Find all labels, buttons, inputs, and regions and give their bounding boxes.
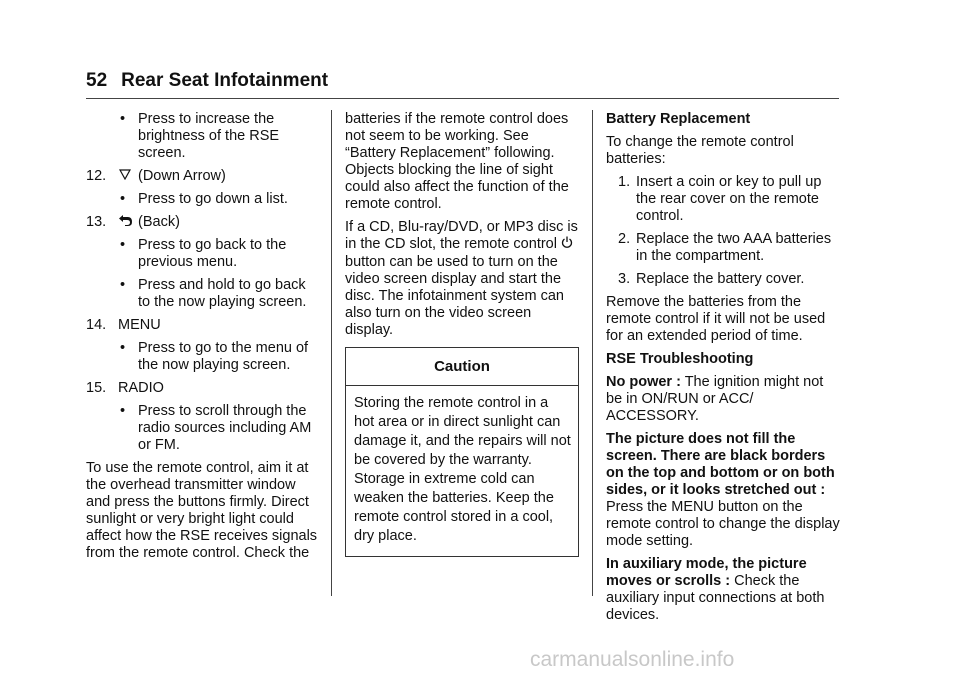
page-header bbox=[86, 70, 328, 92]
bullet-item: • Press to scroll through the radio sources including AM or FM. bbox=[120, 403, 312, 453]
power-icon bbox=[561, 236, 573, 254]
troubleshoot-picture: The picture does not fill the screen. There are black borders on the top and bottom or on both sides, or it looks stretched out : Press the MENU button on the remote control to change the display mode setting. bbox=[606, 431, 840, 549]
column-1 bbox=[86, 111, 321, 568]
bullet-item: • Press to go back to the previous menu. bbox=[120, 237, 287, 270]
column-2 bbox=[345, 111, 579, 557]
header-rule bbox=[86, 98, 839, 99]
watermark: carmanualsonline.info bbox=[530, 648, 735, 671]
column-divider-2 bbox=[592, 110, 593, 596]
bullet-item: • Press and hold to go back to the now playing screen. bbox=[120, 277, 307, 310]
numbered-item-14: 14. MENU bbox=[86, 317, 161, 333]
numbered-item-13: 13. (Back) bbox=[86, 214, 180, 230]
caution-body: Storing the remote control in a hot area or in direct sunlight can damage it, and the repairs will not be covered by the warranty. Storage in extreme cold can weaken the batteries. Keep the remote control stored in a cool, dry place. bbox=[354, 395, 571, 544]
back-icon bbox=[118, 214, 132, 231]
remote-usage-paragraph: To use the remote control, aim it at the overhead transmitter window and press the buttons firmly. Direct sunlight or very bright light could affect how the RSE receives signals from the remote control. Check the bbox=[86, 460, 318, 561]
step-item: 3. Replace the battery cover. bbox=[618, 271, 805, 287]
battery-replacement-heading: Battery Replacement bbox=[606, 111, 751, 127]
batteries-paragraph: batteries if the remote control does not seem to be working. See “Battery Replacement” following. Objects blocking the line of sight could also affect the function of the remote control. bbox=[345, 111, 569, 212]
troubleshoot-auxiliary: In auxiliary mode, the picture moves or scrolls : Check the auxiliary input connections at both devices. bbox=[606, 556, 825, 623]
bullet-item: • Press to increase the brightness of the RSE screen. bbox=[120, 111, 280, 161]
step-item: 2. Replace the two AAA batteries in the compartment. bbox=[618, 231, 832, 264]
numbered-item-15: 15. RADIO bbox=[86, 380, 164, 396]
troubleshoot-no-power: No power : The ignition might not be in ON/RUN or ACC/ ACCESSORY. bbox=[606, 374, 824, 424]
bullet-item: • Press to go to the menu of the now playing screen. bbox=[120, 340, 309, 373]
caution-title: Caution bbox=[346, 348, 578, 386]
disc-paragraph: If a CD, Blu-ray/DVD, or MP3 disc is in the CD slot, the remote control button can be used to turn on the video screen display and start the disc. The infotainment system can also turn on the video screen display. bbox=[345, 219, 578, 338]
remove-batteries-paragraph: Remove the batteries from the remote control if it will not be used for an extended period of time. bbox=[606, 294, 826, 344]
column-divider-1 bbox=[331, 110, 332, 596]
down-arrow-icon bbox=[118, 168, 132, 185]
step-item: 1. Insert a coin or key to pull up the rear cover on the remote control. bbox=[618, 174, 822, 224]
battery-intro: To change the remote control batteries: bbox=[606, 134, 794, 167]
column-3 bbox=[606, 111, 842, 630]
section-title: Rear Seat Infotainment bbox=[121, 70, 329, 91]
page-number: 52 bbox=[86, 70, 108, 91]
caution-box bbox=[345, 347, 579, 557]
numbered-item-12: 12. (Down Arrow) bbox=[86, 168, 226, 184]
troubleshooting-heading: RSE Troubleshooting bbox=[606, 351, 754, 367]
bullet-item: • Press to go down a list. bbox=[120, 191, 288, 207]
